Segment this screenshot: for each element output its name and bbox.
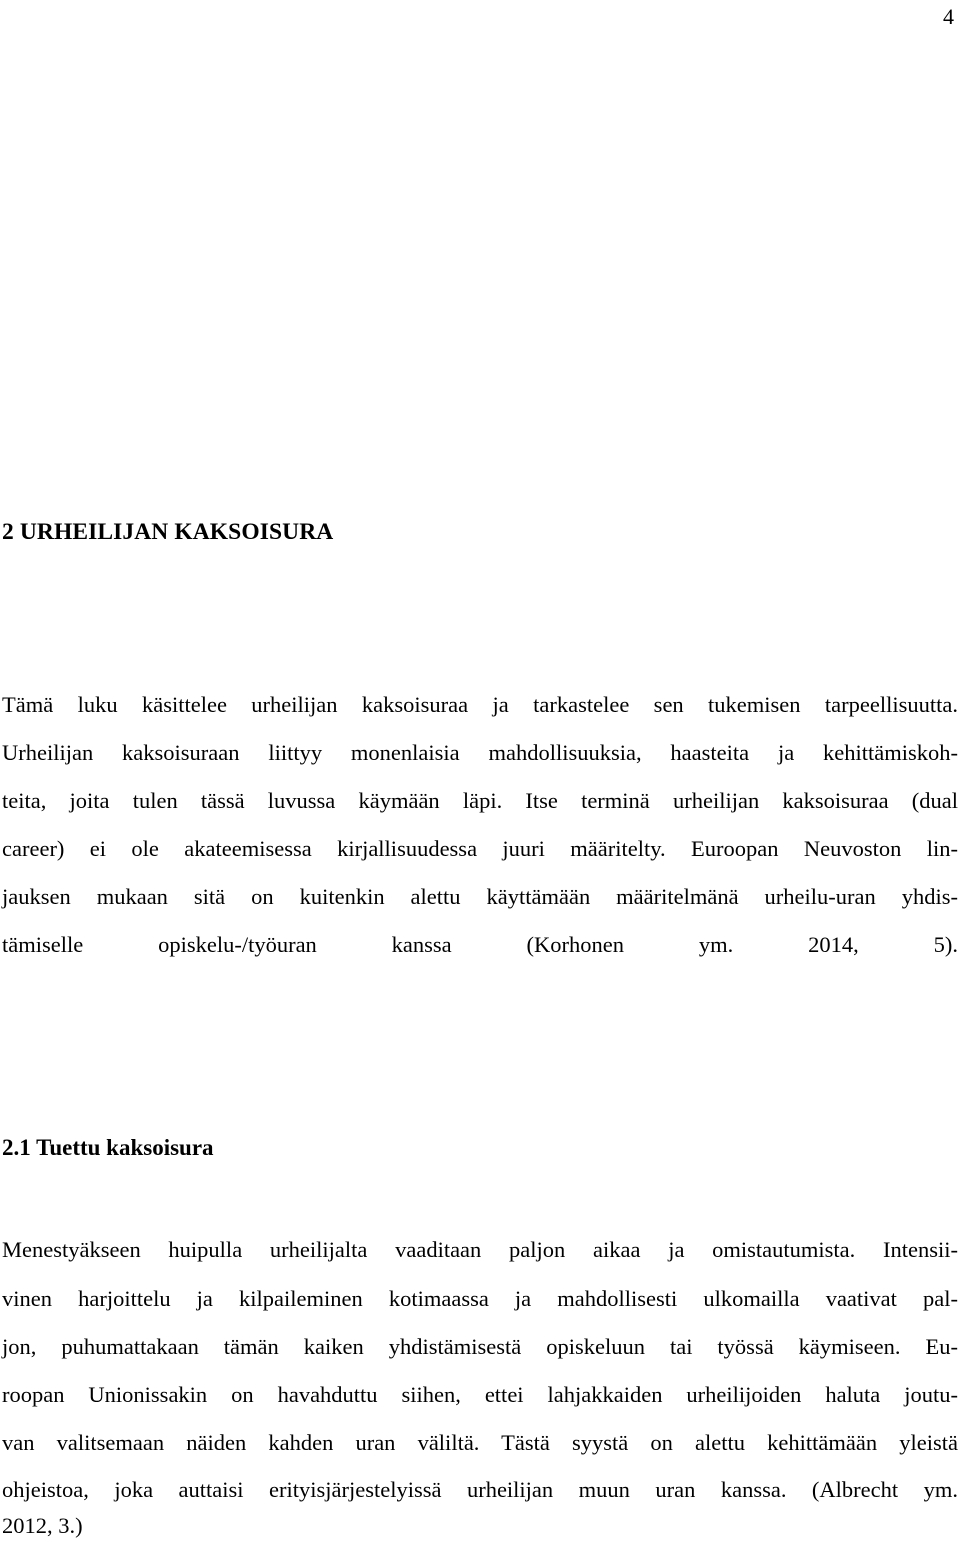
subsection-heading: 2.1 Tuettu kaksoisura	[2, 1135, 214, 1160]
paragraph-line: tämiselle opiskelu-/työuran kanssa (Korhonen ym. 2014, 5).	[2, 932, 958, 957]
paragraph-line: Tämä luku käsittelee urheilijan kaksoisuraa ja tarkastelee sen tukemisen tarpeellisuutta.	[2, 692, 958, 717]
paragraph-line: jon, puhumattakaan tämän kaiken yhdistämisestä opiskeluun tai työssä käymiseen. Eu-	[2, 1334, 958, 1359]
paragraph-line: Urheilijan kaksoisuraan liittyy monenlaisia mahdollisuuksia, haasteita ja kehittämiskoh-	[2, 740, 958, 765]
paragraph-line: career) ei ole akateemisessa kirjallisuudessa juuri määritelty. Euroopan Neuvoston lin-	[2, 836, 958, 861]
paragraph-line: vinen harjoittelu ja kilpaileminen kotimaassa ja mahdollisesti ulkomailla vaativat pal-	[2, 1286, 958, 1311]
paragraph-line: 2012, 3.)	[2, 1513, 83, 1538]
paragraph-line: Menestyäkseen huipulla urheilijalta vaaditaan paljon aikaa ja omistautumista. Intensii-	[2, 1237, 958, 1262]
paragraph-line: van valitsemaan näiden kahden uran väliltä. Tästä syystä on alettu kehittämään yleistä	[2, 1430, 958, 1455]
paragraph-line: jauksen mukaan sitä on kuitenkin alettu käyttämään määritelmänä urheilu-uran yhdis-	[2, 884, 958, 909]
page-number: 4	[943, 4, 954, 29]
paragraph-line: ohjeistoa, joka auttaisi erityisjärjestelyissä urheilijan muun uran kanssa. (Albrecht ym.	[2, 1477, 958, 1502]
paragraph-line: roopan Unionissakin on havahduttu siihen, ettei lahjakkaiden urheilijoiden haluta joutu-	[2, 1382, 958, 1407]
paragraph-line: teita, joita tulen tässä luvussa käymään läpi. Itse terminä urheilijan kaksoisuraa (dual	[2, 788, 958, 813]
section-heading: 2 URHEILIJAN KAKSOISURA	[2, 519, 334, 545]
